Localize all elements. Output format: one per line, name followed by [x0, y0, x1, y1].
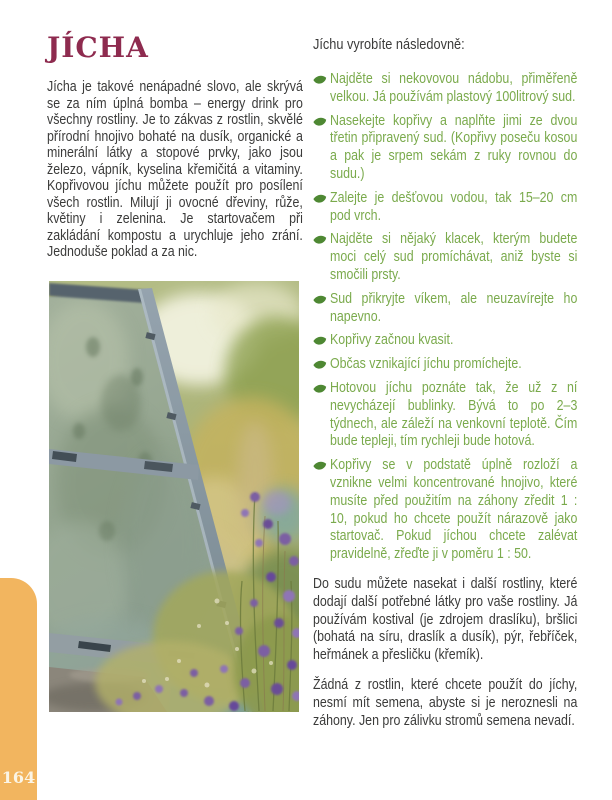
page-number: 164 [1, 768, 36, 787]
leaf-bullet-icon [313, 336, 327, 346]
step-text: Hotovou jíchu poznáte tak, že už z ní nevycházejí bublinky. Bývá to po 2–3 týdnech, ale záleží na venkovní teplotě. Čím bude tepleji, tím rychleji bude hotová. [330, 379, 578, 450]
leaf-bullet-icon [313, 235, 327, 245]
instruction-step [313, 231, 577, 284]
leaf-bullet-icon [313, 75, 327, 85]
instructions-column [313, 36, 577, 730]
garden-window-photo [49, 281, 299, 712]
leaf-bullet-icon [313, 295, 327, 305]
instruction-step [313, 190, 577, 226]
instruction-step [313, 71, 577, 107]
step-text: Najděte si nekovovou nádobu, přiměřeně velkou. Já používám plastový 100litrový sud. [330, 71, 578, 105]
step-text: Najděte si nějaký klacek, kterým budete moci celý sud promíchávat, aniž byste si smočili prsty. [330, 231, 578, 283]
instruction-step [313, 291, 577, 327]
instruction-step [313, 113, 577, 184]
step-text: Zalejte je dešťovou vodou, tak 15–20 cm pod vrch. [330, 189, 578, 224]
lead-column [47, 79, 303, 261]
leaf-bullet-icon [313, 194, 327, 204]
instruction-step [313, 380, 577, 451]
leaf-bullet-icon [313, 360, 327, 370]
page-number-tab [0, 578, 37, 800]
instruction-step [313, 332, 577, 350]
step-text: Kopřivy začnou kvasit. [330, 332, 454, 349]
step-text: Sud přikryjte víkem, ale neuzavírejte ho napevno. [330, 290, 578, 325]
closing-paragraph: Žádná z rostlin, které chcete použít do jíchy, nesmí mít semena, abyste si je neroznesli na záhony. Jen pro zálivku stromů semena nevadí. [313, 676, 578, 729]
instructions-list [313, 71, 577, 564]
instruction-step [313, 356, 577, 374]
closing-paragraph: Do sudu můžete nasekat i další rostliny, které dodají další potřebné látky pro vaše rostliny. Já používám kostival (je zdrojem draslíku), bršlici (bohatá na síru, draslík a dusík), pýr, řebříček, heřmánek a přesličku (křemík). [313, 575, 578, 664]
step-text: Občas vznikající jíchu promíchejte. [330, 356, 522, 373]
step-text: Kopřivy se v podstatě úplně rozloží a vznikne velmi koncentrované hnojivo, které musíte před použitím na záhony zředit 1 : 10, pokud ho chcete použít nárazově jako startovač. Pokud jíchou chcete zalévat pravidelně, zřeďte ji v poměru 1 : 50. [330, 457, 578, 563]
leaf-bullet-icon [313, 461, 327, 471]
leaf-bullet-icon [313, 384, 327, 394]
step-text: Nasekejte kopřivy a naplňte jimi ze dvou třetin připravený sud. (Kopřivy poseču kosou a pak je srpem sekám z ruky rovnou do sudu.) [330, 112, 578, 182]
lead-paragraph: Jícha je takové nenápadné slovo, ale skrývá se za ním úplná bomba – energy drink pro všechny rostliny. Je to zákvas z rostlin, skvělé přírodní hnojivo bohaté na dusík, organické a minerální látky a stopové prvky, jako jsou železo, vápník, kyselina křemičitá a vitaminy. Kopřivovou jíchu můžete použít pro posílení všech rostlin. Milují ji ovocné dřeviny, růže, květiny i zelenina. Je startovačem při zakládání kompostu a urychluje jeho zrání. Jednoduše poklad a za nic. [47, 79, 303, 260]
page-title: JÍCHA [47, 31, 149, 64]
instructions-heading: Jíchu vyrobíte následovně: [313, 36, 465, 53]
instruction-step [313, 457, 577, 564]
leaf-bullet-icon [313, 117, 327, 127]
